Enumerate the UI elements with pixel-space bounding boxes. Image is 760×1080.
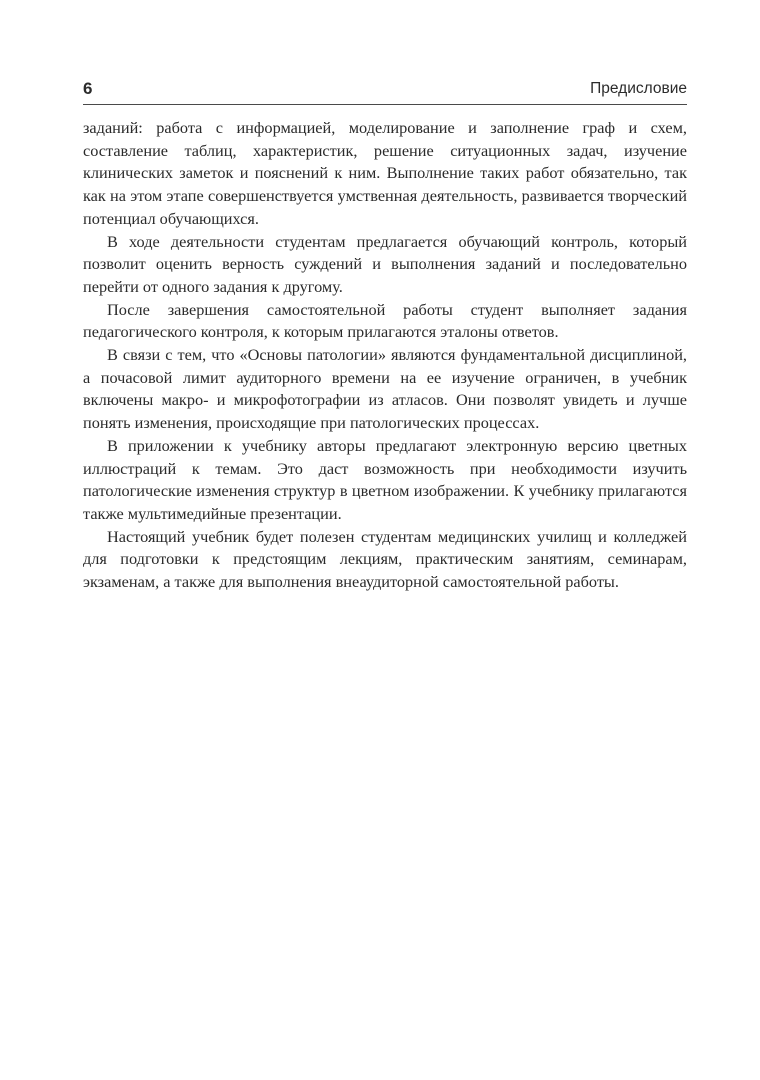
page-number: 6 (83, 79, 93, 98)
section-title: Предисловие (590, 80, 687, 97)
paragraph-usefulness: Настоящий учебник будет полезен студентам медицинских училищ и колледжей для подготовки к предстоящим лекциям, практическим занятиям, семинарам, экзаменам, а также для выполнения внеаудиторной самостоятельной работы. (83, 526, 687, 592)
paragraph-training-control: В ходе деятельности студентам предлагается обучающий контроль, который позволит оценить верность суждений и выполнения заданий и последовательно перейти от одного задания к другому. (83, 231, 687, 296)
running-header (83, 76, 687, 105)
body-text (83, 117, 687, 594)
paragraph-appendix: В приложении к учебнику авторы предлагают электронную версию цветных иллюстраций к темам. Это даст возможность при необходимости изучить патологические изменения структур в цветном изображении. К учебнику прилагаются также мультимедийные презентации. (83, 435, 687, 523)
paragraph-continuation: заданий: работа с информацией, моделирование и заполнение граф и схем, составление таблиц, характеристик, решение ситуационных задач, изучение клинических заметок и пояснений к ним. Выполнение таких работ обязательно, так как на этом этапе совершенствуется умственная деятельность, развивается творческий потенциал обучающихся. (83, 118, 687, 228)
paragraph-pedagogical-control: После завершения самостоятельной работы студент выполняет задания педагогического контроля, к которым прилагаются эталоны ответов. (83, 299, 687, 342)
paragraph-photographs: В связи с тем, что «Основы патологии» являются фундаментальной дисциплиной, а почасовой лимит аудиторного времени на ее изучение ограничен, в учебник включены макро- и микрофотографии из атласов. Они позволят увидеть и лучше понять изменения, происходящие при патологических процессах. (83, 345, 687, 433)
